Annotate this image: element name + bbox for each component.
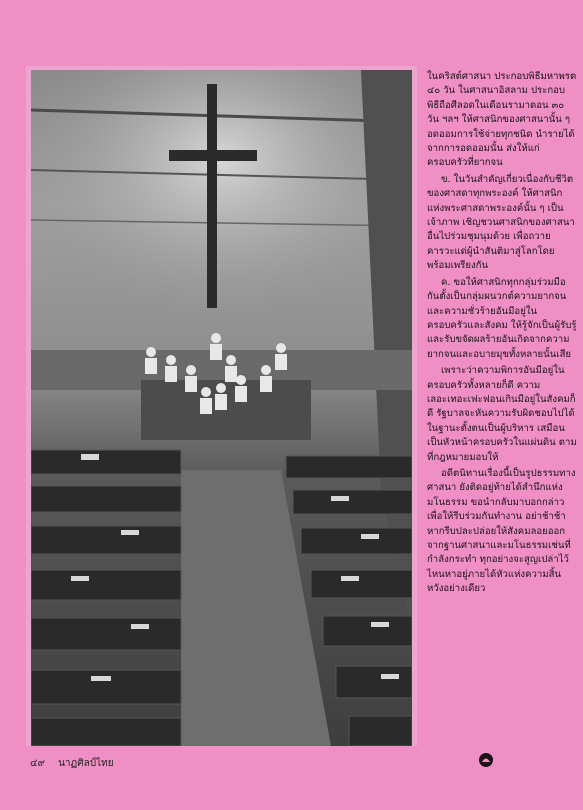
cross-vertical bbox=[207, 84, 217, 308]
article-text bbox=[427, 70, 577, 599]
church-photo bbox=[31, 70, 412, 746]
paragraph-4: เพราะว่าความพิการอันมีอยู่ในครอบครัวทั้งหลายก็ดี ความเลอะเทอะเฟะฟอนเกินมีอยู่ในสังคมก็ดี รัฐบาลจะหันความรับผิดชอบไปได้ในฐานะตั้งตนเป็นผู้บริหาร เสมือนเป็นหัวหน้าครอบครัวในแผ่นดิน ตามที่กฎหมายมอบให้ bbox=[427, 365, 577, 463]
page-footer bbox=[30, 756, 114, 771]
logo-icon bbox=[478, 752, 494, 768]
paragraph-2: ข. ในวันสำคัญเกี่ยวเนื่องกับชีวิตของศาสดาทุกพระองค์ ให้ศาสนิกแห่งพระศาสดาพระองค์นั้น ๆ เป็นเจ้าภาพ เชิญชวนศาสนิกของศาสนาอื่นไปร่วมชุมนุมด้วย เพื่อถวายคารวะแด่ผู้นำสันติมาสู่โลกโดยพร้อมเพรียงกัน bbox=[427, 173, 575, 272]
paragraph-5: อดีตนิทานเรื่องนี้เป็นรูปธรรมทางศาสนา ยังติดอยู่ท้ายได้สำนึกแห่งมโนธรรม ขอนำกลับมาบอกกล่าว เพื่อให้รีบร่วมกันทำงาน อย่าช้าช้า หากรีบปละปล่อยให้สังคมลอยออกจากฐานศาสนาและมโนธรรมเช่นที่กำลังกระทำ ทุกอย่างจะสูญเปล่าไว้ ไหนหาอยู่ภายได้หัวแห่งความสิ้นหวังอย่างเดียว bbox=[427, 467, 576, 595]
cross-horizontal bbox=[169, 150, 257, 161]
paragraph-3: ค. ขอให้ศาสนิกทุกกลุ่มร่วมมือกันตั้งเป็นกลุ่มผนวกต์ความยากจน และความชั่วร้ายอันมีอยู่ในครอบครัวและสังคม ให้รู้จักเป็นผู้รับรู้และรับขจัดผลร้ายอันเกิดจากความยากจนและอบายมุขทั้งหลายนั้นเสีย bbox=[427, 276, 577, 360]
magazine-name: นาฏศิลป์ไทย bbox=[58, 758, 114, 769]
church-scene bbox=[31, 70, 412, 746]
paragraph-1: ในคริสต์ศาสนา ประกอบพิธีมหาพรต ๔๐ วัน ในศาสนาอิสลาม ประกอบพิธีถือศีลอดในเดือนรามาดอน ๓๐ วัน ฯลฯ ให้ศาสนิกของศาสนานั้น ๆ อดออมการใช้จ่ายทุกชนิด นำรายได้จากการอดออมนั้น ส่งให้แก่ครอบครัวที่ยากจน bbox=[427, 71, 577, 169]
page-number: ๔๙ bbox=[30, 758, 45, 769]
